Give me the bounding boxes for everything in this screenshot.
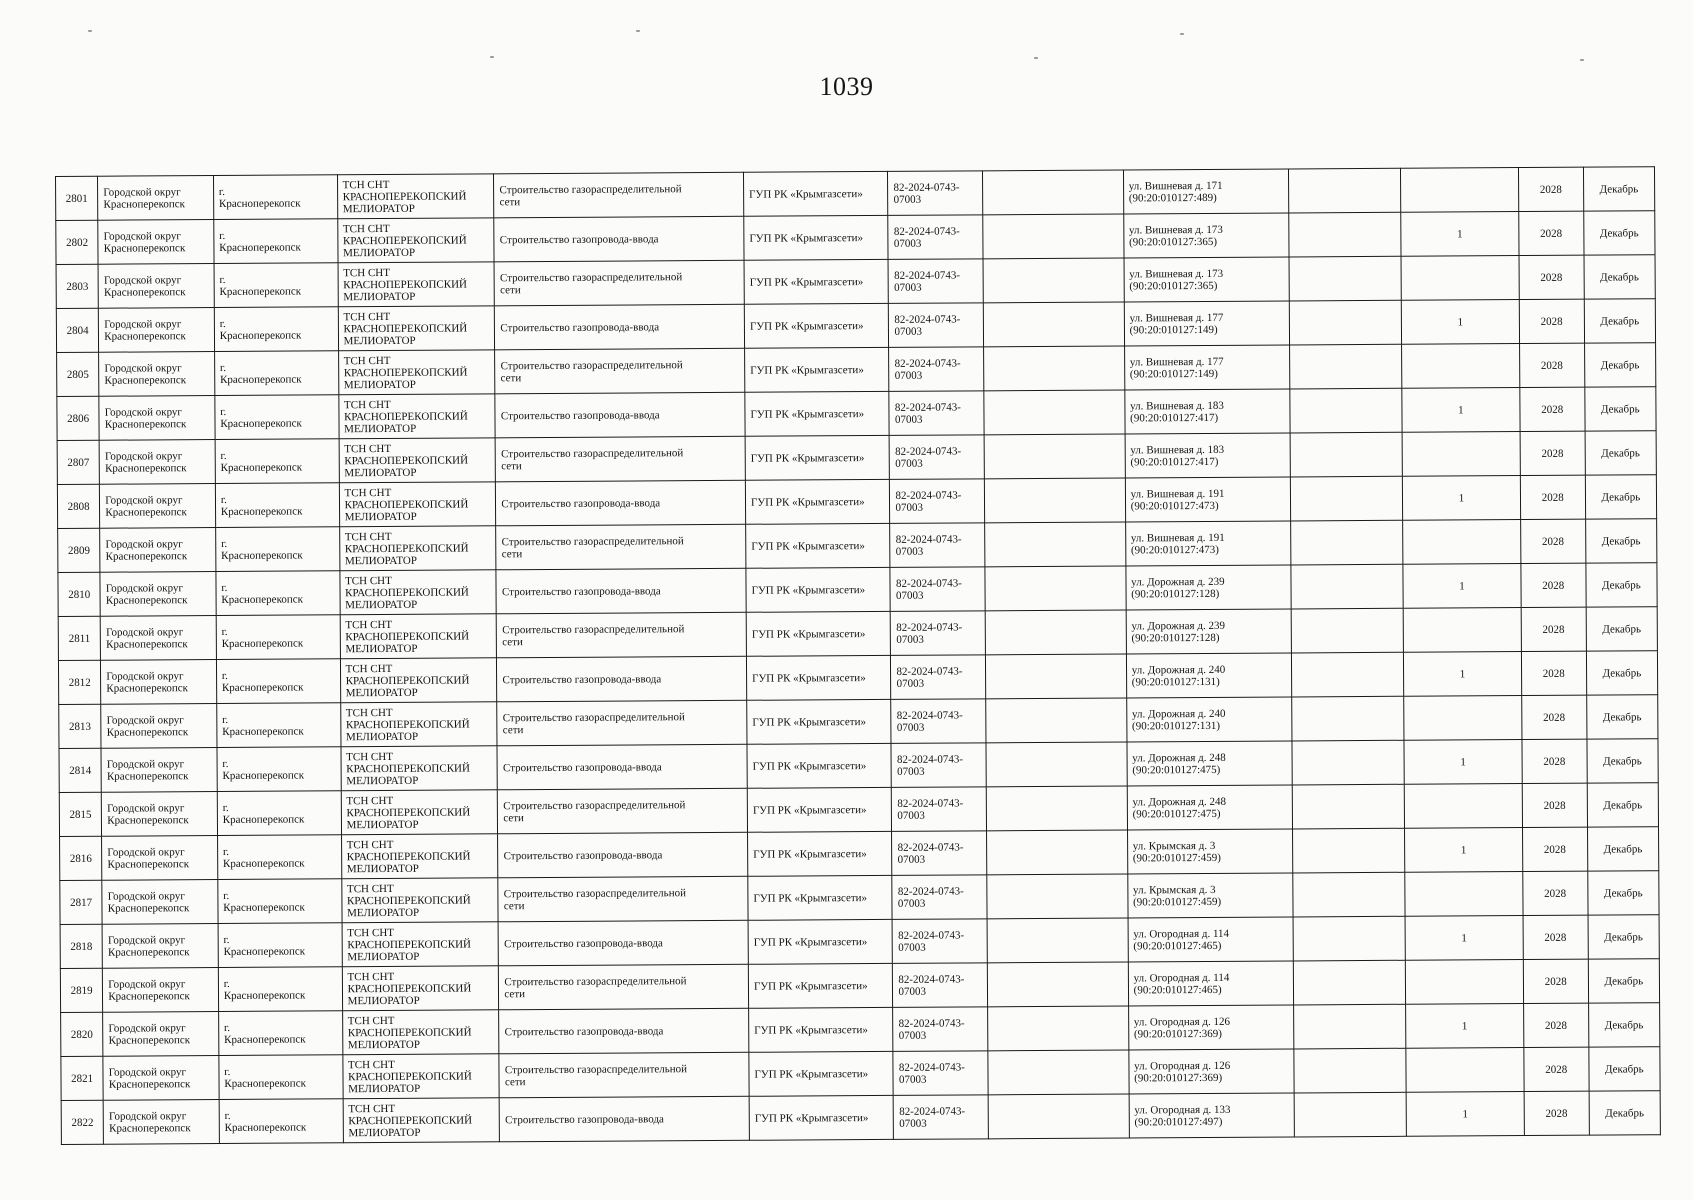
city-cell: г. Красноперекопск (219, 1099, 343, 1144)
code-cell: 82-2024-0743- 07003 (892, 875, 987, 920)
work-type-cell: Строительство газораспределительной сети (496, 524, 746, 570)
year-cell: 2028 (1522, 827, 1587, 871)
code-cell: 82-2024-0743- 07003 (891, 655, 986, 700)
year-cell: 2028 (1524, 1047, 1589, 1091)
code-cell: 82-2024-0743- 07003 (891, 743, 986, 788)
blank-cell (1288, 212, 1401, 257)
year-cell: 2028 (1519, 255, 1584, 299)
count-cell: 1 (1403, 564, 1521, 609)
address-cell: ул. Вишневая д. 177 (90:20:010127:149) (1124, 345, 1289, 390)
month-cell: Декабрь (1589, 1047, 1661, 1091)
month-cell: Декабрь (1588, 915, 1660, 959)
blank-cell (987, 830, 1128, 875)
district-cell: Городской округ Красноперекопск (102, 924, 218, 969)
code-cell: 82-2024-0743- 07003 (889, 303, 984, 348)
code-cell: 82-2024-0743- 07003 (893, 963, 988, 1008)
district-cell: Городской округ Красноперекопск (101, 704, 217, 749)
blank-cell (986, 742, 1127, 787)
month-cell: Декабрь (1588, 959, 1660, 1003)
district-cell: Городской округ Красноперекопск (103, 1012, 219, 1057)
district-cell: Городской округ Красноперекопск (101, 748, 217, 793)
company-cell: ГУП РК «Крымгазсети» (747, 787, 892, 832)
month-cell: Декабрь (1584, 255, 1656, 299)
city-cell: г. Красноперекопск (216, 615, 340, 660)
district-cell: Городской округ Красноперекопск (102, 880, 218, 925)
year-cell: 2028 (1519, 343, 1584, 387)
blank-cell (1290, 520, 1403, 565)
count-cell: 1 (1401, 300, 1519, 345)
row-number: 2808 (57, 484, 100, 528)
count-cell (1404, 696, 1522, 741)
month-cell: Декабрь (1584, 343, 1656, 387)
month-cell: Декабрь (1586, 651, 1658, 695)
code-cell: 82-2024-0743- 07003 (893, 1051, 988, 1096)
code-cell: 82-2024-0743- 07003 (892, 787, 987, 832)
month-cell: Декабрь (1585, 387, 1657, 431)
year-cell: 2028 (1518, 211, 1583, 255)
count-cell: 1 (1406, 1004, 1524, 1049)
row-number: 2821 (61, 1056, 104, 1100)
blank-cell (986, 698, 1127, 743)
address-cell: ул. Огородная д. 126 (90:20:010127:369) (1129, 1049, 1294, 1094)
district-cell: Городской округ Красноперекопск (99, 352, 215, 397)
organization-cell: ТСН СНТ КРАСНОПЕРЕКОПСКИЙ МЕЛИОРАТОР (340, 658, 497, 703)
company-cell: ГУП РК «Крымгазсети» (749, 1095, 894, 1140)
work-type-cell: Строительство газораспределительной сети (499, 1052, 749, 1098)
table-row (61, 1091, 1660, 1145)
company-cell: ГУП РК «Крымгазсети» (746, 655, 891, 700)
address-cell: ул. Огородная д. 114 (90:20:010127:465) (1128, 961, 1293, 1006)
address-cell: ул. Крымская д. 3 (90:20:010127:459) (1127, 829, 1292, 874)
organization-cell: ТСН СНТ КРАСНОПЕРЕКОПСКИЙ МЕЛИОРАТОР (342, 922, 499, 967)
work-type-cell: Строительство газопровода-ввода (497, 656, 747, 702)
month-cell: Декабрь (1583, 167, 1655, 211)
count-cell: 1 (1404, 740, 1522, 785)
blank-cell (988, 962, 1129, 1007)
code-cell: 82-2024-0743- 07003 (889, 347, 984, 392)
registry-table (55, 166, 1661, 1145)
row-number: 2810 (58, 572, 101, 616)
row-number: 2805 (57, 352, 100, 396)
work-type-cell: Строительство газораспределительной сети (494, 172, 744, 218)
month-cell: Декабрь (1587, 827, 1659, 871)
organization-cell: ТСН СНТ КРАСНОПЕРЕКОПСКИЙ МЕЛИОРАТОР (341, 790, 498, 835)
work-type-cell: Строительство газораспределительной сети (499, 964, 749, 1010)
blank-cell (984, 390, 1125, 435)
address-cell: ул. Огородная д. 133 (90:20:010127:497) (1129, 1093, 1294, 1138)
address-cell: ул. Вишневая д. 177 (90:20:010127:149) (1124, 301, 1289, 346)
company-cell: ГУП РК «Крымгазсети» (744, 171, 889, 216)
district-cell: Городской округ Красноперекопск (100, 616, 216, 661)
year-cell: 2028 (1521, 563, 1586, 607)
city-cell: г. Красноперекопск (215, 395, 339, 440)
organization-cell: ТСН СНТ КРАСНОПЕРЕКОПСКИЙ МЕЛИОРАТОР (341, 834, 498, 879)
blank-cell (1292, 828, 1405, 873)
city-cell: г. Красноперекопск (216, 571, 340, 616)
work-type-cell: Строительство газораспределительной сети (497, 700, 747, 746)
code-cell: 82-2024-0743- 07003 (890, 435, 985, 480)
blank-cell (1292, 784, 1405, 829)
row-number: 2815 (59, 792, 102, 836)
row-number: 2806 (57, 396, 100, 440)
work-type-cell: Строительство газораспределительной сети (498, 876, 748, 922)
address-cell: ул. Огородная д. 126 (90:20:010127:369) (1128, 1005, 1293, 1050)
count-cell: 1 (1401, 212, 1519, 257)
year-cell: 2028 (1520, 387, 1585, 431)
count-cell: 1 (1405, 916, 1523, 961)
district-cell: Городской округ Красноперекопск (99, 308, 215, 353)
code-cell: 82-2024-0743- 07003 (894, 1095, 989, 1140)
code-cell: 82-2024-0743- 07003 (890, 479, 985, 524)
company-cell: ГУП РК «Крымгазсети» (745, 435, 890, 480)
blank-cell (987, 874, 1128, 919)
blank-cell (1291, 608, 1404, 653)
blank-cell (986, 610, 1127, 655)
blank-cell (987, 786, 1128, 831)
company-cell: ГУП РК «Крымгазсети» (749, 1007, 894, 1052)
address-cell: ул. Огородная д. 114 (90:20:010127:465) (1128, 917, 1293, 962)
city-cell: г. Красноперекопск (214, 219, 338, 264)
district-cell: Городской округ Красноперекопск (98, 264, 214, 309)
year-cell: 2028 (1523, 871, 1588, 915)
month-cell: Декабрь (1585, 475, 1657, 519)
city-cell: г. Красноперекопск (218, 1011, 342, 1056)
address-cell: ул. Дорожная д. 248 (90:20:010127:475) (1127, 741, 1292, 786)
district-cell: Городской округ Красноперекопск (98, 176, 214, 221)
count-cell (1402, 432, 1520, 477)
organization-cell: ТСН СНТ КРАСНОПЕРЕКОПСКИЙ МЕЛИОРАТОР (342, 1010, 499, 1055)
address-cell: ул. Дорожная д. 239 (90:20:010127:128) (1126, 565, 1291, 610)
district-cell: Городской округ Красноперекопск (102, 836, 218, 881)
year-cell: 2028 (1523, 959, 1588, 1003)
address-cell: ул. Дорожная д. 239 (90:20:010127:128) (1126, 609, 1291, 654)
month-cell: Декабрь (1587, 783, 1659, 827)
blank-cell (1292, 872, 1405, 917)
row-number: 2820 (61, 1012, 104, 1056)
organization-cell: ТСН СНТ КРАСНОПЕРЕКОПСКИЙ МЕЛИОРАТОР (340, 702, 497, 747)
count-cell (1402, 344, 1520, 389)
year-cell: 2028 (1520, 431, 1585, 475)
month-cell: Декабрь (1585, 519, 1657, 563)
blank-cell (988, 1006, 1129, 1051)
organization-cell: ТСН СНТ КРАСНОПЕРЕКОПСКИЙ МЕЛИОРАТОР (340, 614, 497, 659)
count-cell (1403, 520, 1521, 565)
scan-speck (1580, 59, 1584, 61)
count-cell (1403, 608, 1521, 653)
code-cell: 82-2024-0743- 07003 (888, 215, 983, 260)
row-number: 2807 (57, 440, 100, 484)
code-cell: 82-2024-0743- 07003 (892, 831, 987, 876)
city-cell: г. Красноперекопск (217, 747, 341, 792)
blank-cell (1289, 256, 1402, 301)
row-number: 2813 (59, 704, 102, 748)
district-cell: Городской округ Красноперекопск (102, 792, 218, 837)
district-cell: Городской округ Красноперекопск (103, 1056, 219, 1101)
row-number: 2812 (58, 660, 101, 704)
company-cell: ГУП РК «Крымгазсети» (749, 1051, 894, 1096)
blank-cell (1291, 564, 1404, 609)
work-type-cell: Строительство газораспределительной сети (498, 788, 748, 834)
city-cell: г. Красноперекопск (214, 351, 338, 396)
city-cell: г. Красноперекопск (217, 703, 341, 748)
year-cell: 2028 (1520, 519, 1585, 563)
company-cell: ГУП РК «Крымгазсети» (744, 259, 889, 304)
blank-cell (985, 478, 1126, 523)
code-cell: 82-2024-0743- 07003 (890, 567, 985, 612)
blank-cell (1294, 1092, 1407, 1137)
address-cell: ул. Дорожная д. 240 (90:20:010127:131) (1126, 653, 1291, 698)
work-type-cell: Строительство газопровода-ввода (498, 832, 748, 878)
company-cell: ГУП РК «Крымгазсети» (747, 743, 892, 788)
row-number: 2817 (60, 880, 103, 924)
blank-cell (1290, 388, 1403, 433)
company-cell: ГУП РК «Крымгазсети» (744, 215, 889, 260)
district-cell: Городской округ Красноперекопск (103, 1100, 219, 1145)
blank-cell (985, 522, 1126, 567)
address-cell: ул. Вишневая д. 191 (90:20:010127:473) (1125, 521, 1290, 566)
year-cell: 2028 (1518, 167, 1583, 211)
blank-cell (986, 654, 1127, 699)
company-cell: ГУП РК «Крымгазсети» (747, 699, 892, 744)
scan-speck (1034, 57, 1038, 59)
organization-cell: ТСН СНТ КРАСНОПЕРЕКОПСКИЙ МЕЛИОРАТОР (339, 482, 496, 527)
month-cell: Декабрь (1588, 1003, 1660, 1047)
code-cell: 82-2024-0743- 07003 (889, 391, 984, 436)
district-cell: Городской округ Красноперекопск (100, 484, 216, 529)
month-cell: Декабрь (1586, 563, 1658, 607)
company-cell: ГУП РК «Крымгазсети» (746, 523, 891, 568)
company-cell: ГУП РК «Крымгазсети» (744, 303, 889, 348)
year-cell: 2028 (1520, 475, 1585, 519)
code-cell: 82-2024-0743- 07003 (893, 1007, 988, 1052)
year-cell: 2028 (1521, 607, 1586, 651)
city-cell: г. Красноперекопск (219, 1055, 343, 1100)
blank-cell (988, 1094, 1129, 1139)
month-cell: Декабрь (1584, 299, 1656, 343)
blank-cell (1289, 344, 1402, 389)
row-number: 2804 (56, 308, 99, 352)
company-cell: ГУП РК «Крымгазсети» (745, 479, 890, 524)
work-type-cell: Строительство газопровода-ввода (497, 744, 747, 790)
organization-cell: ТСН СНТ КРАСНОПЕРЕКОПСКИЙ МЕЛИОРАТОР (339, 526, 496, 571)
registry-rows (56, 167, 1661, 1145)
city-cell: г. Красноперекопск (216, 659, 340, 704)
code-cell: 82-2024-0743- 07003 (888, 171, 983, 216)
city-cell: г. Красноперекопск (217, 791, 341, 836)
address-cell: ул. Вишневая д. 173 (90:20:010127:365) (1124, 257, 1289, 302)
company-cell: ГУП РК «Крымгазсети» (748, 875, 893, 920)
code-cell: 82-2024-0743- 07003 (891, 611, 986, 656)
month-cell: Декабрь (1585, 431, 1657, 475)
district-cell: Городской округ Красноперекопск (103, 968, 219, 1013)
district-cell: Городской округ Красноперекопск (99, 440, 215, 485)
organization-cell: ТСН СНТ КРАСНОПЕРЕКОПСКИЙ МЕЛИОРАТОР (339, 438, 496, 483)
year-cell: 2028 (1521, 651, 1586, 695)
work-type-cell: Строительство газопровода-ввода (498, 920, 748, 966)
month-cell: Декабрь (1586, 695, 1658, 739)
blank-cell (1291, 696, 1404, 741)
district-cell: Городской округ Красноперекопск (100, 528, 216, 573)
count-cell (1404, 784, 1522, 829)
year-cell: 2028 (1521, 695, 1586, 739)
company-cell: ГУП РК «Крымгазсети» (748, 831, 893, 876)
district-cell: Городской округ Красноперекопск (99, 396, 215, 441)
month-cell: Декабрь (1589, 1091, 1661, 1135)
organization-cell: ТСН СНТ КРАСНОПЕРЕКОПСКИЙ МЕЛИОРАТОР (341, 878, 498, 923)
blank-cell (1294, 1048, 1407, 1093)
month-cell: Декабрь (1587, 739, 1659, 783)
organization-cell: ТСН СНТ КРАСНОПЕРЕКОПСКИЙ МЕЛИОРАТОР (337, 218, 494, 263)
blank-cell (983, 258, 1124, 303)
row-number: 2803 (56, 264, 99, 308)
blank-cell (983, 170, 1124, 215)
blank-cell (988, 1050, 1129, 1095)
address-cell: ул. Вишневая д. 183 (90:20:010127:417) (1124, 389, 1289, 434)
blank-cell (1291, 652, 1404, 697)
city-cell: г. Красноперекопск (213, 175, 337, 220)
organization-cell: ТСН СНТ КРАСНОПЕРЕКОПСКИЙ МЕЛИОРАТОР (338, 262, 495, 307)
blank-cell (1293, 960, 1406, 1005)
row-number: 2801 (56, 176, 99, 220)
count-cell (1401, 168, 1519, 213)
month-cell: Декабрь (1583, 211, 1655, 255)
count-cell (1401, 256, 1519, 301)
blank-cell (1293, 1004, 1406, 1049)
year-cell: 2028 (1523, 915, 1588, 959)
organization-cell: ТСН СНТ КРАСНОПЕРЕКОПСКИЙ МЕЛИОРАТОР (342, 966, 499, 1011)
address-cell: ул. Вишневая д. 173 (90:20:010127:365) (1123, 213, 1288, 258)
blank-cell (983, 214, 1124, 259)
company-cell: ГУП РК «Крымгазсети» (745, 391, 890, 436)
page-number: 1039 (819, 72, 874, 101)
organization-cell: ТСН СНТ КРАСНОПЕРЕКОПСКИЙ МЕЛИОРАТОР (338, 394, 495, 439)
city-cell: г. Красноперекопск (218, 923, 342, 968)
count-cell: 1 (1406, 1092, 1524, 1137)
blank-cell (1288, 168, 1401, 213)
work-type-cell: Строительство газораспределительной сети (495, 436, 745, 482)
count-cell (1406, 1048, 1524, 1093)
city-cell: г. Красноперекопск (215, 439, 339, 484)
year-cell: 2028 (1524, 1091, 1589, 1135)
row-number: 2816 (60, 836, 103, 880)
blank-cell (985, 566, 1126, 611)
count-cell: 1 (1403, 476, 1521, 521)
year-cell: 2028 (1519, 299, 1584, 343)
company-cell: ГУП РК «Крымгазсети» (748, 963, 893, 1008)
company-cell: ГУП РК «Крымгазсети» (746, 567, 891, 612)
blank-cell (987, 918, 1128, 963)
blank-cell (1289, 300, 1402, 345)
month-cell: Декабрь (1587, 871, 1659, 915)
address-cell: ул. Дорожная д. 248 (90:20:010127:475) (1127, 785, 1292, 830)
row-number: 2822 (61, 1100, 104, 1144)
work-type-cell: Строительство газораспределительной сети (495, 348, 745, 394)
company-cell: ГУП РК «Крымгазсети» (746, 611, 891, 656)
blank-cell (1292, 740, 1405, 785)
month-cell: Декабрь (1586, 607, 1658, 651)
city-cell: г. Красноперекопск (218, 879, 342, 924)
code-cell: 82-2024-0743- 07003 (888, 259, 983, 304)
blank-cell (1293, 916, 1406, 961)
row-number: 2811 (58, 616, 101, 660)
address-cell: ул. Вишневая д. 183 (90:20:010127:417) (1125, 433, 1290, 478)
registry-sheet (55, 166, 1661, 1145)
district-cell: Городской округ Красноперекопск (100, 572, 216, 617)
code-cell: 82-2024-0743- 07003 (893, 919, 988, 964)
work-type-cell: Строительство газораспределительной сети (494, 260, 744, 306)
row-number: 2809 (58, 528, 101, 572)
city-cell: г. Красноперекопск (217, 835, 341, 880)
organization-cell: ТСН СНТ КРАСНОПЕРЕКОПСКИЙ МЕЛИОРАТОР (341, 746, 498, 791)
work-type-cell: Строительство газопровода-ввода (496, 568, 746, 614)
city-cell: г. Красноперекопск (218, 967, 342, 1012)
work-type-cell: Строительство газораспределительной сети (497, 612, 747, 658)
district-cell: Городской округ Красноперекопск (101, 660, 217, 705)
blank-cell (984, 434, 1125, 479)
code-cell: 82-2024-0743- 07003 (890, 523, 985, 568)
organization-cell: ТСН СНТ КРАСНОПЕРЕКОПСКИЙ МЕЛИОРАТОР (343, 1098, 500, 1143)
city-cell: г. Красноперекопск (215, 483, 339, 528)
scan-speck (636, 30, 640, 32)
company-cell: ГУП РК «Крымгазсети» (748, 919, 893, 964)
scan-speck (88, 30, 92, 32)
blank-cell (984, 346, 1125, 391)
row-number: 2818 (60, 924, 103, 968)
organization-cell: ТСН СНТ КРАСНОПЕРЕКОПСКИЙ МЕЛИОРАТОР (337, 174, 494, 219)
blank-cell (984, 302, 1125, 347)
work-type-cell: Строительство газопровода-ввода (494, 216, 744, 262)
row-number: 2814 (59, 748, 102, 792)
work-type-cell: Строительство газопровода-ввода (495, 392, 745, 438)
row-number: 2819 (60, 968, 103, 1012)
city-cell: г. Красноперекопск (214, 307, 338, 352)
work-type-cell: Строительство газопровода-ввода (499, 1008, 749, 1054)
work-type-cell: Строительство газопровода-ввода (500, 1096, 750, 1142)
city-cell: г. Красноперекопск (215, 527, 339, 572)
year-cell: 2028 (1522, 739, 1587, 783)
row-number: 2802 (56, 220, 99, 264)
scan-speck (1180, 33, 1184, 35)
address-cell: ул. Вишневая д. 191 (90:20:010127:473) (1125, 477, 1290, 522)
scan-speck (490, 56, 494, 58)
count-cell: 1 (1404, 652, 1522, 697)
organization-cell: ТСН СНТ КРАСНОПЕРЕКОПСКИЙ МЕЛИОРАТОР (340, 570, 497, 615)
company-cell: ГУП РК «Крымгазсети» (745, 347, 890, 392)
address-cell: ул. Вишневая д. 171 (90:20:010127:489) (1123, 169, 1288, 214)
district-cell: Городской округ Красноперекопск (98, 220, 214, 265)
organization-cell: ТСН СНТ КРАСНОПЕРЕКОПСКИЙ МЕЛИОРАТОР (342, 1054, 499, 1099)
work-type-cell: Строительство газопровода-ввода (495, 304, 745, 350)
year-cell: 2028 (1522, 783, 1587, 827)
count-cell (1405, 960, 1523, 1005)
city-cell: г. Красноперекопск (214, 263, 338, 308)
organization-cell: ТСН СНТ КРАСНОПЕРЕКОПСКИЙ МЕЛИОРАТОР (338, 350, 495, 395)
blank-cell (1290, 476, 1403, 521)
work-type-cell: Строительство газопровода-ввода (496, 480, 746, 526)
organization-cell: ТСН СНТ КРАСНОПЕРЕКОПСКИЙ МЕЛИОРАТОР (338, 306, 495, 351)
address-cell: ул. Крымская д. 3 (90:20:010127:459) (1127, 873, 1292, 918)
blank-cell (1290, 432, 1403, 477)
year-cell: 2028 (1523, 1003, 1588, 1047)
code-cell: 82-2024-0743- 07003 (891, 699, 986, 744)
address-cell: ул. Дорожная д. 240 (90:20:010127:131) (1126, 697, 1291, 742)
count-cell: 1 (1405, 828, 1523, 873)
count-cell (1405, 872, 1523, 917)
count-cell: 1 (1402, 388, 1520, 433)
